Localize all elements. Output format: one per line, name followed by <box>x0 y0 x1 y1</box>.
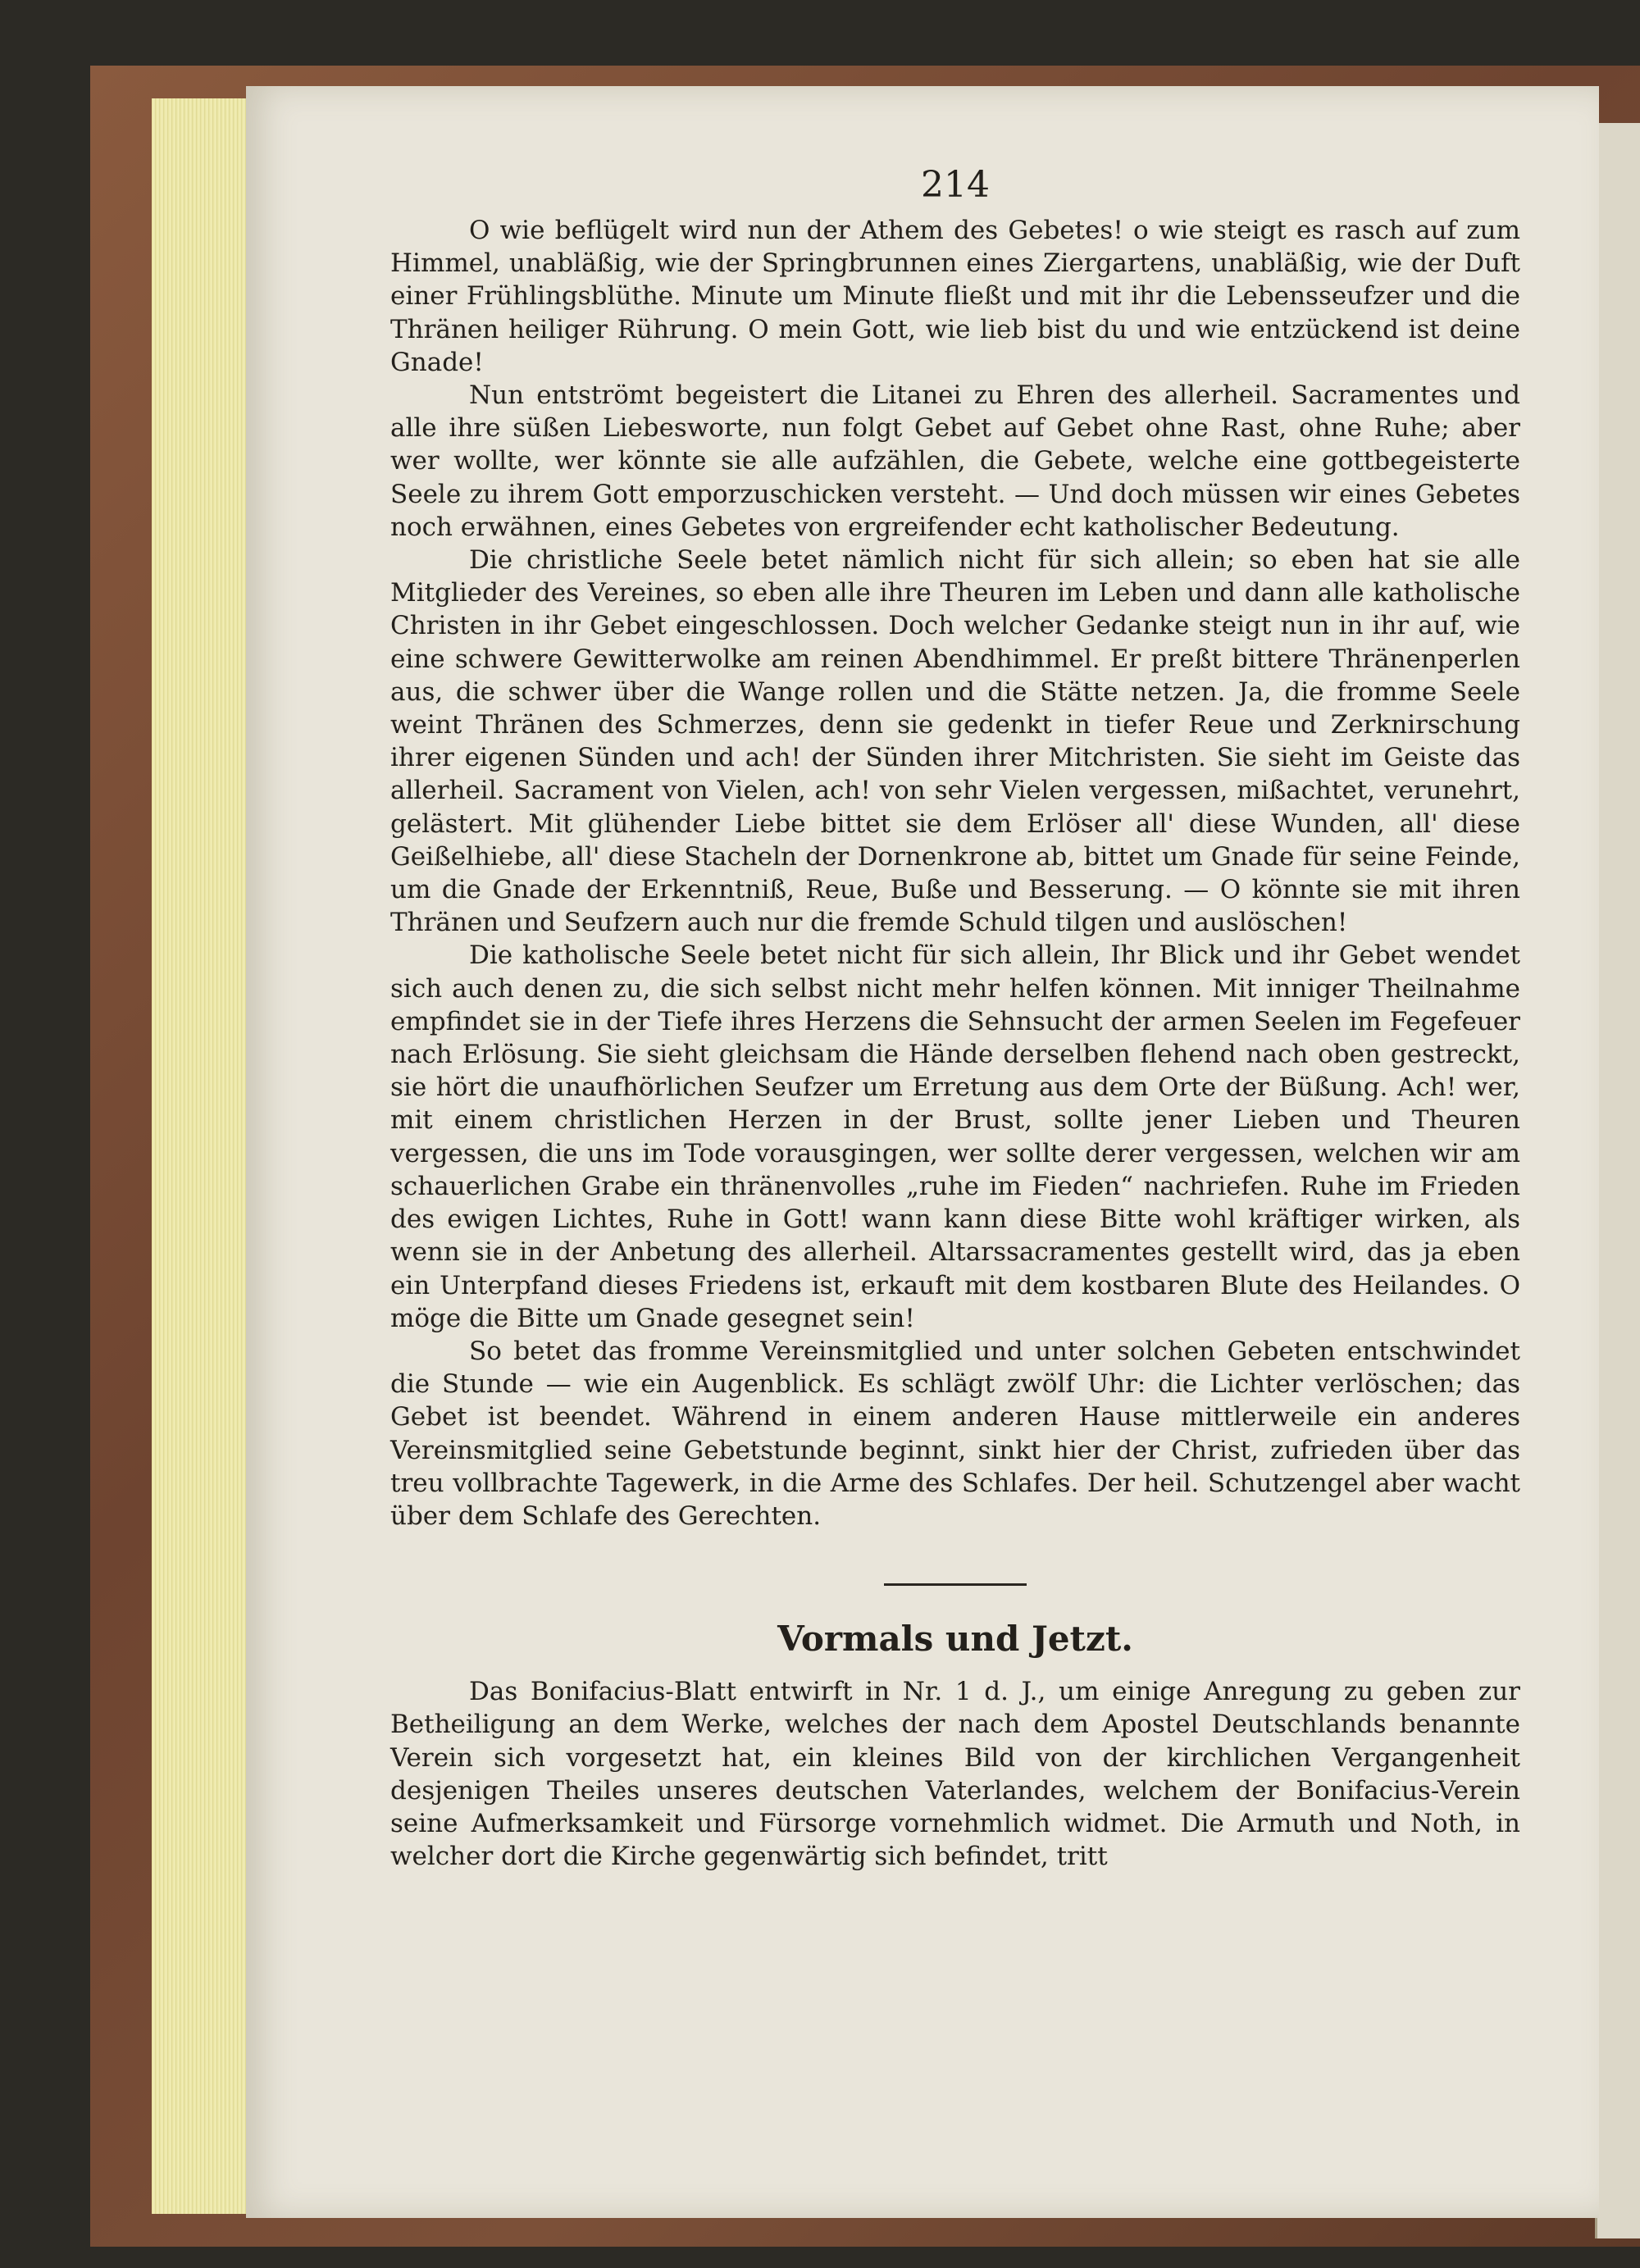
paragraph-3: Die christliche Seele betet nämlich nicht für sich allein; so eben hat sie alle Mitglieder des Vereines, so eben alle ihre Theuren im Leben und dann alle katholische Christen in ihr Gebet eingeschlossen. Doch welcher Gedanke steigt nun in ihr auf, wie eine schwere Gewitterwolke am reinen Abendhimmel. Er preßt bittere Thränenperlen aus, die schwer über die Wange rollen und die Stätte netzen. Ja, die fromme Seele weint Thränen des Schmerzes, denn sie gedenkt in tiefer Reue und Zerknirschung ihrer eigenen Sünden und ach! der Sünden ihrer Mitchristen. Sie sieht im Geiste das allerheil. Sacrament von Vielen, ach! von sehr Vielen vergessen, mißachtet, verunehrt, gelästert. Mit glühender Liebe bittet sie dem Erlöser all' diese Wunden, all' diese Geißelhiebe, all' diese Stacheln der Dornenkrone ab, bittet um Gnade für seine Feinde, um die Gnade der Erkenntniß, Reue, Buße und Besserung. — O könnte sie mit ihren Thränen und Seufzern auch nur die fremde Schuld tilgen und auslöschen! <box>390 545 1520 938</box>
page-content <box>390 164 1520 1873</box>
section-heading: Vormals und Jetzt. <box>777 1619 1133 1660</box>
section-divider <box>884 1583 1027 1586</box>
paragraph-4: Die katholische Seele betet nicht für sich allein, Ihr Blick und ihr Gebet wendet sich auch denen zu, die sich selbst nicht mehr helfen können. Mit inniger Theilnahme empfindet sie in der Tiefe ihres Herzens die Sehnsucht der armen Seelen im Fegefeuer nach Erlösung. Sie sieht gleichsam die Hände derselben flehend nach oben gestreckt, sie hört die unaufhörlichen Seufzer um Erretung aus dem Orte der Büßung. Ach! wer, mit einem christlichen Herzen in der Brust, sollte jener Lieben und Theuren vergessen, die uns im Tode vorausgingen, wer sollte derer vergessen, welchen wir am schauerlichen Grabe ein thränenvolles „ruhe im Fieden“ nachriefen. Ruhe im Frieden des ewigen Lichtes, Ruhe in Gott! wann kann diese Bitte wohl kräftiger wirken, als wenn sie in der Anbetung des allerheil. Altarssacramentes gestellt wird, das ja eben ein Unterpfand dieses Friedens ist, erkauft mit dem kostbaren Blute des Heilandes. O möge die Bitte um Gnade gesegnet sein! <box>390 940 1520 1333</box>
paragraph-2: Nun entströmt begeistert die Litanei zu Ehren des allerheil. Sacramentes und alle ihre süßen Liebesworte, nun folgt Gebet auf Gebet ohne Rast, ohne Ruhe; aber wer wollte, wer könnte sie alle aufzählen, die Gebete, welche eine gottbegeisterte Seele zu ihrem Gott emporzuschicken versteht. — Und doch müssen wir eines Gebetes noch erwähnen, eines Gebetes von ergreifender echt katholischer Bedeutung. <box>390 380 1520 542</box>
facing-page-edge <box>1595 123 1640 2238</box>
paragraph-5: So betet das fromme Vereinsmitglied und unter solchen Gebeten entschwindet die Stunde — wie ein Augenblick. Es schlägt zwölf Uhr: die Lichter verlöschen; das Gebet ist beendet. Während in einem anderen Hause mittlerweile ein anderes Vereinsmitglied seine Gebetstunde beginnt, sinkt hier der Christ, zufrieden über das treu vollbrachte Tagewerk, in die Arme des Schlafes. Der heil. Schutzengel aber wacht über dem Schlafe des Gerechten. <box>390 1336 1520 1531</box>
paragraph-1: O wie beflügelt wird nun der Athem des Gebetes! o wie steigt es rasch auf zum Himmel, unabläßig, wie der Springbrunnen eines Ziergartens, unabläßig, wie der Duft einer Frühlingsblüthe. Minute um Minute fließt und mit ihr die Lebensseufzer und die Thränen heiliger Rührung. O mein Gott, wie lieb bist du und wie entzückend ist deine Gnade! <box>390 216 1520 377</box>
page-edges <box>152 98 252 2214</box>
section-paragraph-1: Das Bonifacius-Blatt entwirft in Nr. 1 d. J., um einige Anregung zu geben zur Betheiligung an dem Werke, welches der nach dem Apostel Deutschlands benannte Verein sich vorgesetzt hat, ein kleines Bild von der kirchlichen Vergangenheit desjenigen Theiles unseres deutschen Vaterlandes, welchem der Bonifacius-Verein seine Aufmerksamkeit und Fürsorge vornehmlich widmet. Die Armuth und Noth, in welcher dort die Kirche gegenwärtig sich befindet, tritt <box>390 1677 1520 1872</box>
page-number: 214 <box>921 164 990 206</box>
